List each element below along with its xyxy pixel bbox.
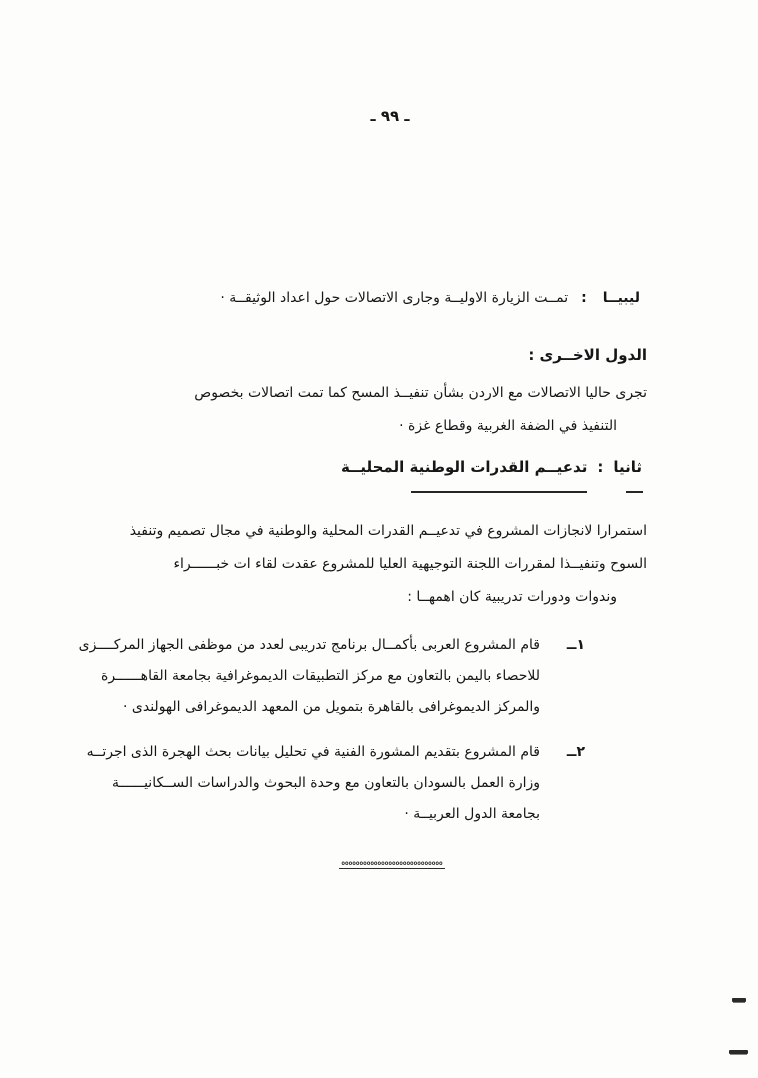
item-line: بجامعة الدول العربيــة · — [404, 806, 540, 822]
section-two-colon: : — [597, 458, 604, 476]
other-countries-paragraph — [107, 377, 647, 443]
section-two-intro-paragraph — [107, 515, 647, 614]
paragraph-line: السوح وتنفيــذا لمقررات اللجنة التوجيهية العليا للمشروع عقدت لقاء ات خبــــــراء — [173, 556, 647, 572]
libya-label: ليبيــا — [602, 290, 640, 306]
libya-text: تمــت الزيارة الاوليــة وجارى الاتصالات حول اعداد الوثيقــة · — [220, 290, 569, 306]
heading-underline — [411, 491, 587, 493]
scan-artifact-dash — [729, 1050, 748, 1054]
footer-squiggle-divider: oooooooooooooooooooooooooooo — [339, 860, 445, 869]
item-line: للاحصاء باليمن بالتعاون مع مركز التطبيقات الديموغرافية بجامعة القاهــــــرة — [101, 668, 540, 684]
paragraph-line: التنفيذ في الضفة الغربية وقطاع غزة · — [399, 418, 617, 434]
item-line: والمركز الديموغرافى بالقاهرة بتمويل من المعهد الديموغرافى الهولندى · — [123, 699, 540, 715]
page-number: ـ ٩٩ ـ — [370, 107, 410, 125]
item-line: وزارة العمل بالسودان بالتعاون مع وحدة البحوث والدراسات الســكانيــــــة — [111, 775, 540, 791]
paragraph-line: استمرارا لانجازات المشروع في تدعيــم القدرات المحلية والوطنية في مجال تصميم وتنفيذ — [129, 523, 647, 539]
section-two-label: ثانيا — [613, 458, 642, 476]
paragraph-line: تجرى حاليا الاتصالات مع الاردن بشأن تنفيــذ المسح كما تمت اتصالات بخصوص — [194, 385, 647, 401]
section-two-title: تدعيــم القدرات الوطنية المحليــة — [341, 458, 588, 476]
heading-underline-short — [626, 491, 643, 493]
section-two-heading — [341, 458, 642, 476]
item-line: قام المشروع العربى بأكمــال برنامج تدريبى لعدد من موظفى الجهاز المركــــزى — [78, 637, 540, 653]
libya-colon: : — [581, 290, 587, 306]
item-1-number: ١ــ — [566, 637, 585, 653]
scan-artifact-dash — [732, 998, 746, 1002]
item-2-number: ٢ــ — [566, 744, 585, 760]
numbered-item-1 — [78, 630, 585, 723]
paragraph-line: وندوات ودورات تدريبية كان اهمهــا : — [407, 589, 617, 605]
item-line: قام المشروع بتقديم المشورة الفنية في تحليل بيانات بحث الهجرة الذى اجرتــه — [86, 744, 540, 760]
libya-entry — [220, 290, 640, 306]
numbered-item-2 — [86, 737, 585, 830]
other-countries-heading: الدول الاخــرى : — [528, 346, 647, 364]
